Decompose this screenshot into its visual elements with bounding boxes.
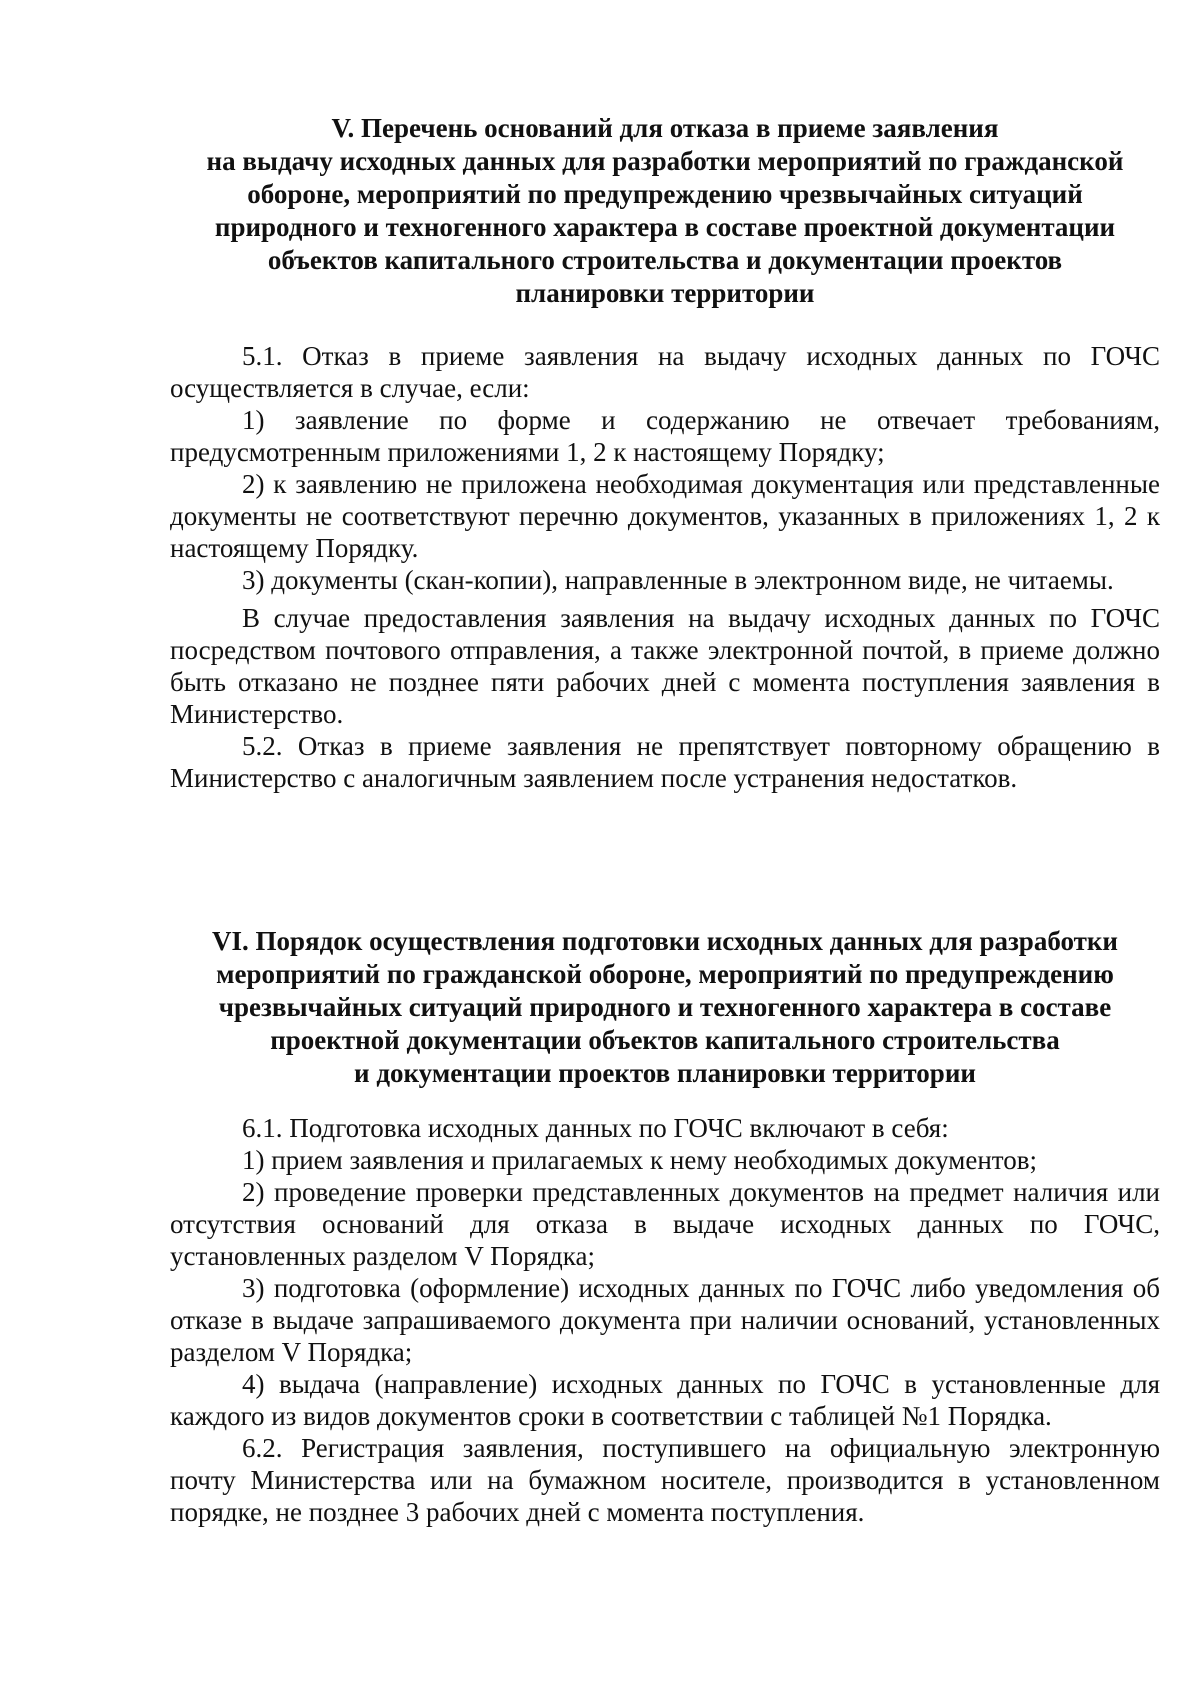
list-item-6-1-4: 4) выдача (направление) исходных данных по ГОЧС в установленные для каждого из видов документов сроки в соответствии с таблицей №1 Порядка.: [170, 1369, 1160, 1431]
section-vi: [170, 925, 1160, 1528]
paragraph-5-1: 5.1. Отказ в приеме заявления на выдачу исходных данных по ГОЧС осуществляется в случае, если:: [170, 341, 1160, 403]
paragraph-6-2: 6.2. Регистрация заявления, поступившего на официальную электронную почту Министерства или на бумажном носителе, производится в установленном порядке, не позднее 3 рабочих дней с момента поступления.: [170, 1433, 1160, 1527]
heading-line: VI. Порядок осуществления подготовки исходных данных для разработки: [212, 926, 1118, 956]
heading-line: обороне, мероприятий по предупреждению чрезвычайных ситуаций: [247, 179, 1083, 209]
list-item-6-1-1: 1) прием заявления и прилагаемых к нему необходимых документов;: [242, 1145, 1037, 1175]
heading-line: планировки территории: [515, 278, 815, 308]
list-item-6-1-3: 3) подготовка (оформление) исходных данных по ГОЧС либо уведомления об отказе в выдаче запрашиваемого документа при наличии оснований, установленных разделом V Порядка;: [170, 1273, 1160, 1367]
list-item-6-1-2: 2) проведение проверки представленных документов на предмет наличия или отсутствия оснований для отказа в выдаче исходных данных по ГОЧС, установленных разделом V Порядка;: [170, 1177, 1160, 1271]
heading-line: на выдачу исходных данных для разработки мероприятий по гражданской: [206, 146, 1124, 176]
heading-line: и документации проектов планировки территории: [354, 1058, 976, 1088]
list-item-5-1-3: 3) документы (скан-копии), направленные в электронном виде, не читаемы.: [242, 565, 1114, 595]
section-v-heading: [170, 112, 1160, 310]
heading-line: чрезвычайных ситуаций природного и техногенного характера в составе: [218, 992, 1112, 1022]
paragraph-postal-refusal: В случае предоставления заявления на выдачу исходных данных по ГОЧС посредством почтового отправления, а также электронной почтой, в приеме должно быть отказано не позднее пяти рабочих дней с момента поступления заявления в Министерство.: [170, 603, 1160, 729]
list-item-5-1-1: 1) заявление по форме и содержанию не отвечает требованиям, предусмотренным приложениями 1, 2 к настоящему Порядку;: [170, 405, 1160, 467]
heading-line: объектов капитального строительства и документации проектов: [267, 245, 1063, 275]
section-vi-heading: [170, 925, 1160, 1090]
paragraph-5-2: 5.2. Отказ в приеме заявления не препятствует повторному обращению в Министерство с аналогичным заявлением после устранения недостатков.: [170, 731, 1160, 793]
heading-line: проектной документации объектов капитального строительства: [270, 1025, 1060, 1055]
heading-line: мероприятий по гражданской обороне, мероприятий по предупреждению: [216, 959, 1114, 989]
section-v: [170, 112, 1160, 794]
heading-line: V. Перечень оснований для отказа в приеме заявления: [331, 113, 999, 143]
list-item-5-1-2: 2) к заявлению не приложена необходимая документация или представленные документы не соответствуют перечню документов, указанных в приложениях 1, 2 к настоящему Порядку.: [170, 469, 1160, 563]
heading-line: природного и техногенного характера в составе проектной документации: [214, 212, 1116, 242]
paragraph-6-1: 6.1. Подготовка исходных данных по ГОЧС включают в себя:: [242, 1113, 949, 1143]
